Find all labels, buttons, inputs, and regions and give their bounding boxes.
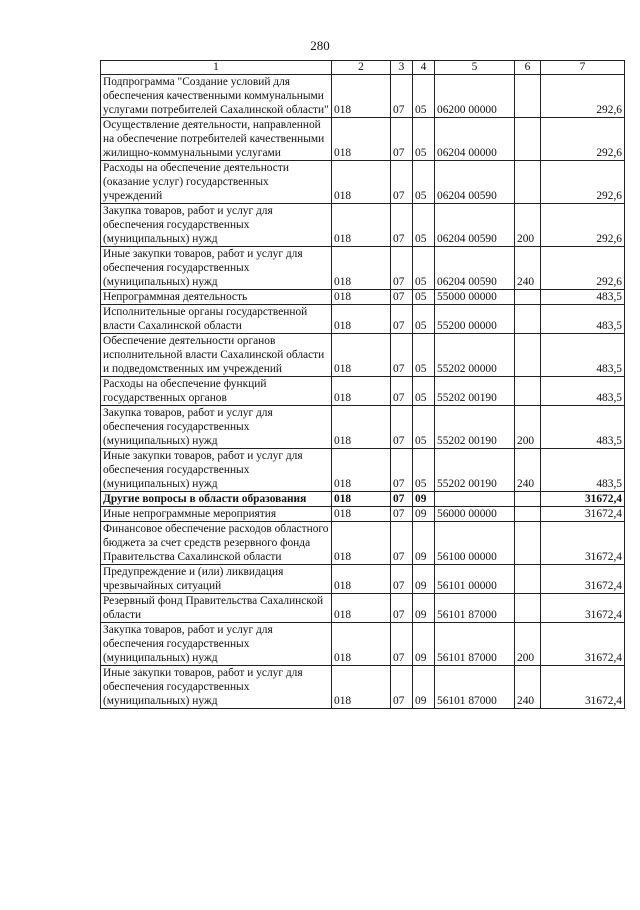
row-amount: 483,5 [541, 305, 625, 334]
row-subsection-code: 05 [413, 161, 435, 204]
row-subsection-code: 09 [413, 565, 435, 594]
row-ministry-code: 018 [332, 377, 391, 406]
row-expense-type [515, 377, 541, 406]
row-amount: 31672,4 [541, 623, 625, 666]
row-target-code: 56100 00000 [435, 522, 515, 565]
row-section-code: 07 [391, 247, 413, 290]
row-target-code: 55202 00190 [435, 377, 515, 406]
row-ministry-code: 018 [332, 161, 391, 204]
row-expense-type: 240 [515, 666, 541, 709]
row-description: Иные закупки товаров, работ и услуг для обеспечения государственных (муниципальных) нужд [101, 449, 332, 492]
row-target-code: 06204 00590 [435, 247, 515, 290]
row-expense-type: 200 [515, 623, 541, 666]
header-row [101, 61, 625, 75]
row-amount: 292,6 [541, 247, 625, 290]
row-target-code: 06200 00000 [435, 75, 515, 118]
page-number: 280 [310, 38, 330, 53]
row-section-code: 07 [391, 507, 413, 522]
table-row [101, 594, 625, 623]
row-subsection-code: 09 [413, 492, 435, 507]
row-ministry-code: 018 [332, 75, 391, 118]
row-ministry-code: 018 [332, 305, 391, 334]
row-target-code: 56101 87000 [435, 623, 515, 666]
row-expense-type [515, 118, 541, 161]
table-row [101, 565, 625, 594]
row-description: Осуществление деятельности, направленной на обеспечение потребителей качественными жилищно-коммунальными услугами [101, 118, 332, 161]
column-header: 4 [413, 61, 435, 75]
row-ministry-code: 018 [332, 522, 391, 565]
row-description: Финансовое обеспечение расходов областного бюджета за счет средств резервного фонда Правительства Сахалинской области [101, 522, 332, 565]
row-expense-type [515, 75, 541, 118]
row-description: Непрограммная деятельность [101, 290, 332, 305]
row-description: Закупка товаров, работ и услуг для обеспечения государственных (муниципальных) нужд [101, 204, 332, 247]
table-row [101, 406, 625, 449]
row-ministry-code: 018 [332, 507, 391, 522]
row-target-code: 56101 87000 [435, 666, 515, 709]
row-subsection-code: 05 [413, 247, 435, 290]
row-ministry-code: 018 [332, 334, 391, 377]
row-section-code: 07 [391, 290, 413, 305]
row-description: Иные закупки товаров, работ и услуг для обеспечения государственных (муниципальных) нужд [101, 247, 332, 290]
row-expense-type [515, 290, 541, 305]
row-ministry-code: 018 [332, 406, 391, 449]
row-subsection-code: 05 [413, 406, 435, 449]
row-target-code: 56101 87000 [435, 594, 515, 623]
column-header: 1 [101, 61, 332, 75]
row-target-code: 55202 00190 [435, 449, 515, 492]
row-expense-type: 200 [515, 406, 541, 449]
row-amount: 31672,4 [541, 666, 625, 709]
column-header: 3 [391, 61, 413, 75]
row-expense-type: 200 [515, 204, 541, 247]
row-section-code: 07 [391, 492, 413, 507]
row-target-code: 56101 00000 [435, 565, 515, 594]
row-amount: 483,5 [541, 449, 625, 492]
row-target-code: 55202 00000 [435, 334, 515, 377]
table-row [101, 118, 625, 161]
row-amount: 483,5 [541, 334, 625, 377]
row-target-code: 06204 00590 [435, 204, 515, 247]
row-ministry-code: 018 [332, 449, 391, 492]
row-description: Иные непрограммные мероприятия [101, 507, 332, 522]
row-subsection-code: 09 [413, 666, 435, 709]
column-header: 7 [541, 61, 625, 75]
row-expense-type: 240 [515, 449, 541, 492]
row-section-code: 07 [391, 75, 413, 118]
row-subsection-code: 05 [413, 75, 435, 118]
row-ministry-code: 018 [332, 247, 391, 290]
row-subsection-code: 05 [413, 290, 435, 305]
table-row [101, 305, 625, 334]
column-header: 2 [332, 61, 391, 75]
row-target-code: 06204 00000 [435, 118, 515, 161]
row-ministry-code: 018 [332, 290, 391, 305]
row-ministry-code: 018 [332, 594, 391, 623]
column-header: 5 [435, 61, 515, 75]
row-subsection-code: 09 [413, 623, 435, 666]
row-expense-type [515, 161, 541, 204]
row-section-code: 07 [391, 305, 413, 334]
row-section-code: 07 [391, 623, 413, 666]
table-row [101, 290, 625, 305]
row-description: Предупреждение и (или) ликвидация чрезвычайных ситуаций [101, 565, 332, 594]
row-amount: 483,5 [541, 406, 625, 449]
row-description: Подпрограмма "Создание условий для обеспечения качественными коммунальными услугами потребителей Сахалинской области" [101, 75, 332, 118]
row-section-code: 07 [391, 406, 413, 449]
row-ministry-code: 018 [332, 623, 391, 666]
row-amount: 292,6 [541, 118, 625, 161]
budget-table [100, 60, 625, 709]
row-expense-type [515, 594, 541, 623]
row-ministry-code: 018 [332, 492, 391, 507]
row-ministry-code: 018 [332, 204, 391, 247]
table-row [101, 334, 625, 377]
table-row [101, 492, 625, 507]
row-subsection-code: 05 [413, 305, 435, 334]
row-section-code: 07 [391, 377, 413, 406]
row-amount: 292,6 [541, 161, 625, 204]
row-amount: 483,5 [541, 290, 625, 305]
row-amount: 483,5 [541, 377, 625, 406]
row-subsection-code: 05 [413, 204, 435, 247]
row-subsection-code: 09 [413, 522, 435, 565]
row-subsection-code: 09 [413, 507, 435, 522]
table-row [101, 623, 625, 666]
row-description: Исполнительные органы государственной власти Сахалинской области [101, 305, 332, 334]
row-amount: 292,6 [541, 204, 625, 247]
row-target-code: 56000 00000 [435, 507, 515, 522]
row-target-code: 55200 00000 [435, 305, 515, 334]
row-section-code: 07 [391, 204, 413, 247]
row-section-code: 07 [391, 334, 413, 377]
row-expense-type [515, 522, 541, 565]
row-section-code: 07 [391, 118, 413, 161]
table-row [101, 449, 625, 492]
row-ministry-code: 018 [332, 565, 391, 594]
row-subsection-code: 09 [413, 594, 435, 623]
row-description: Иные закупки товаров, работ и услуг для обеспечения государственных (муниципальных) нужд [101, 666, 332, 709]
row-expense-type [515, 565, 541, 594]
row-expense-type [515, 507, 541, 522]
table-row [101, 247, 625, 290]
row-expense-type [515, 492, 541, 507]
row-amount: 292,6 [541, 75, 625, 118]
row-description: Резервный фонд Правительства Сахалинской области [101, 594, 332, 623]
row-section-code: 07 [391, 666, 413, 709]
table-row [101, 666, 625, 709]
table-row [101, 522, 625, 565]
row-amount: 31672,4 [541, 594, 625, 623]
table-row [101, 377, 625, 406]
table-row [101, 507, 625, 522]
row-section-code: 07 [391, 565, 413, 594]
row-description: Расходы на обеспечение функций государственных органов [101, 377, 332, 406]
row-target-code: 06204 00590 [435, 161, 515, 204]
row-amount: 31672,4 [541, 565, 625, 594]
row-expense-type [515, 305, 541, 334]
row-target-code: 55202 00190 [435, 406, 515, 449]
row-subsection-code: 05 [413, 118, 435, 161]
row-description: Закупка товаров, работ и услуг для обеспечения государственных (муниципальных) нужд [101, 406, 332, 449]
row-target-code [435, 492, 515, 507]
row-amount: 31672,4 [541, 522, 625, 565]
row-description: Обеспечение деятельности органов исполнительной власти Сахалинской области и подведомственных им учреждений [101, 334, 332, 377]
row-description: Расходы на обеспечение деятельности (оказание услуг) государственных учреждений [101, 161, 332, 204]
table-body [101, 75, 625, 709]
table-row [101, 75, 625, 118]
row-description: Другие вопросы в области образования [101, 492, 332, 507]
row-expense-type: 240 [515, 247, 541, 290]
row-ministry-code: 018 [332, 118, 391, 161]
row-subsection-code: 05 [413, 334, 435, 377]
row-target-code: 55000 00000 [435, 290, 515, 305]
table-row [101, 161, 625, 204]
row-section-code: 07 [391, 522, 413, 565]
row-section-code: 07 [391, 594, 413, 623]
row-subsection-code: 05 [413, 449, 435, 492]
row-expense-type [515, 334, 541, 377]
row-ministry-code: 018 [332, 666, 391, 709]
row-section-code: 07 [391, 161, 413, 204]
row-amount: 31672,4 [541, 507, 625, 522]
row-description: Закупка товаров, работ и услуг для обеспечения государственных (муниципальных) нужд [101, 623, 332, 666]
column-header: 6 [515, 61, 541, 75]
row-subsection-code: 05 [413, 377, 435, 406]
row-amount: 31672,4 [541, 492, 625, 507]
row-section-code: 07 [391, 449, 413, 492]
table-row [101, 204, 625, 247]
